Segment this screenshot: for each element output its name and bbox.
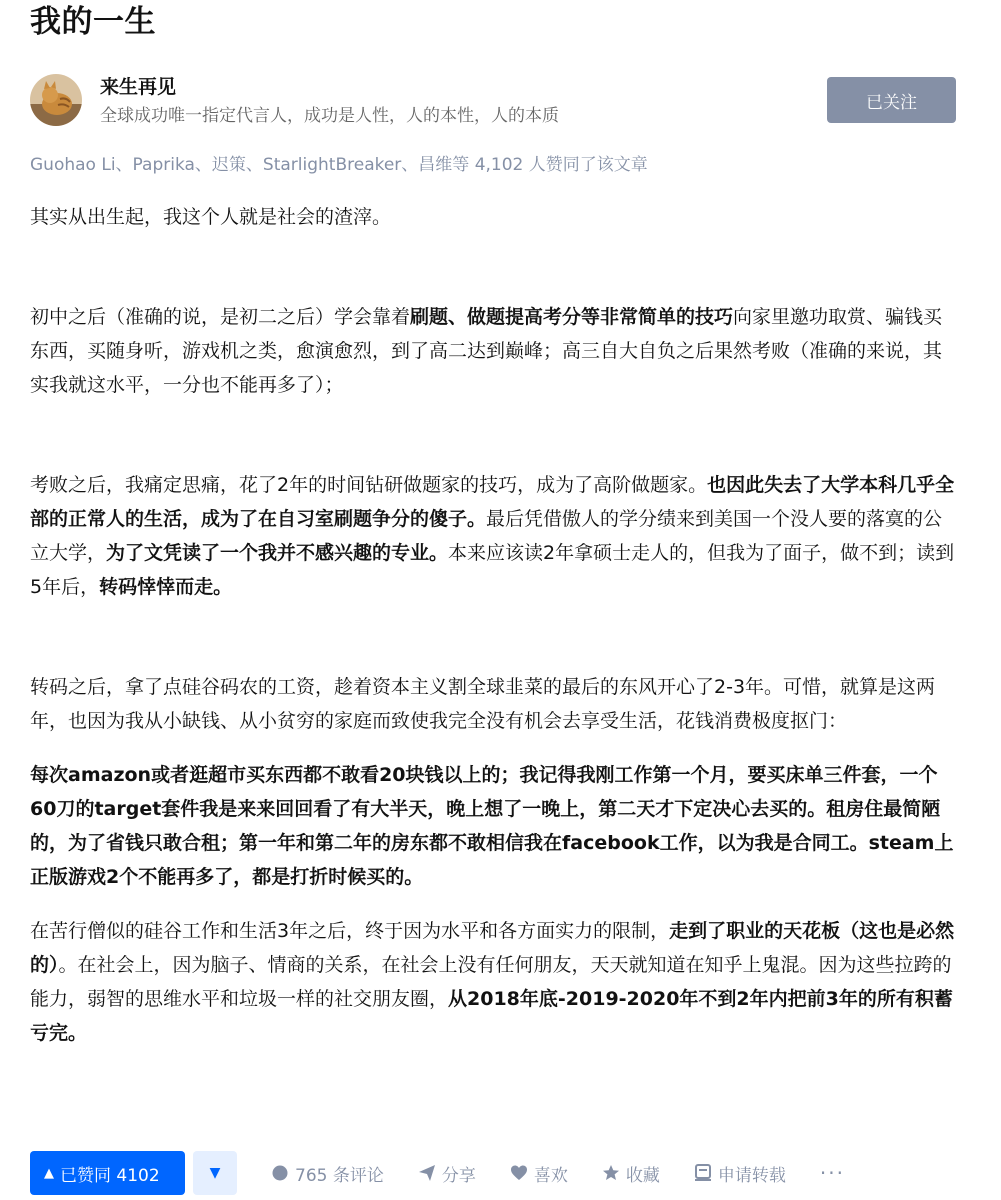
collect-button[interactable] xyxy=(602,1161,660,1186)
vote-up-label: 已赞同 4102 xyxy=(60,1165,160,1186)
vote-down-button[interactable] xyxy=(193,1151,237,1195)
share-label: 分享 xyxy=(441,1165,476,1186)
collect-label: 收藏 xyxy=(625,1165,660,1186)
paragraph-3 xyxy=(30,468,960,604)
bold-text-segment: 为了文凭读了一个我并不感兴趣的专业。 xyxy=(106,542,449,564)
repost-button[interactable] xyxy=(694,1161,786,1186)
article-content xyxy=(30,200,960,1050)
action-bar xyxy=(30,1151,845,1195)
text-segment: 转码之后，拿了点硅谷码农的工资，趁着资本主义割全球韭菜的最后的东风开心了2-3年。可惜，就算是这两年，也因为我从小缺钱、从小贫穷的家庭而致使我完全没有机会去享受生活，花钱消费极度抠门： xyxy=(30,676,936,732)
bold-text-segment: 刷题、做题提高考分等非常简单的技巧 xyxy=(410,306,734,328)
text-segment: 。在社会上，因为脑子、情商的关系，在社会上没有任何朋友，天天就知道在知乎上鬼混。因为这些拉跨的能力，弱智的思维水平和垃圾一样的社交朋友圈， xyxy=(30,954,952,1010)
more-icon[interactable]: ··· xyxy=(819,1161,845,1185)
text-segment: 向家里邀功取赏、骗钱买东西，买随身听，游戏机之类，愈演愈烈，到了高二达到巅峰；高三自大自负之后果然考败（准确的来说，其实我就这水平，一分也不能再多了）； xyxy=(30,306,943,396)
bold-text-segment: 也因此失去了大学本科几乎全部的正常人的生活，成为了在自习室刷题争分的傻子。 xyxy=(30,474,955,530)
paragraph-5 xyxy=(30,758,960,894)
text-segment: 初中之后（准确的说，是初二之后）学会靠着 xyxy=(30,306,411,328)
likers-summary[interactable]: Guohao Li、Paprika、迟策、StarlightBreaker、昌维等 4,102 人赞同了该文章 xyxy=(30,155,648,175)
text-segment: 本来应该读2年拿硕士走人的，但我为了面子，做不到；读到5年后， xyxy=(30,542,955,598)
follow-button[interactable]: 已关注 xyxy=(827,77,956,123)
paragraph-6 xyxy=(30,914,960,1050)
triangle-down-icon: ▼ xyxy=(209,1165,221,1181)
text-segment: 考败之后，我痛定思痛，花了2年的时间钻研做题家的技巧，成为了高阶做题家。 xyxy=(30,474,708,496)
vote-up-button[interactable] xyxy=(30,1151,185,1195)
text-segment: 最后凭借傲人的学分绩来到美国一个没人要的落寞的公立大学， xyxy=(30,508,943,564)
paragraph-2 xyxy=(30,300,960,402)
comments-button[interactable] xyxy=(271,1161,384,1186)
bold-text-segment: 每次amazon或者逛超市买东西都不敢看20块钱以上的；我记得我刚工作第一个月，要买床单三件套，一个60刀的target套件我是来来回回看了有大半天，晚上想了一晚上，第二天才下定决心去买的。租房住最简陋的，为了省钱只敢合租；第一年和第二年的房东都不敢相信我在facebook工作，以为我是合同工。steam上正版游戏2个不能再多了，都是打折时候买的。 xyxy=(30,764,954,888)
text-segment: 其实从出生起，我这个人就是社会的渣滓。 xyxy=(30,206,392,228)
bold-text-segment: 走到了职业的天花板（这也是必然的） xyxy=(30,920,955,976)
bold-text-segment: 转码悻悻而走。 xyxy=(99,576,233,598)
repost-label: 申请转载 xyxy=(717,1165,786,1186)
star-icon xyxy=(602,1164,620,1182)
paragraph-1 xyxy=(30,200,960,234)
comments-label: 765 条评论 xyxy=(295,1165,384,1186)
heart-icon xyxy=(510,1164,528,1182)
comment-icon xyxy=(271,1164,289,1182)
repost-icon xyxy=(694,1164,712,1182)
cat-avatar-image xyxy=(30,74,82,126)
text-segment: 在苦行僧似的硅谷工作和生活3年之后，终于因为水平和各方面实力的限制， xyxy=(30,920,670,942)
like-label: 喜欢 xyxy=(533,1165,568,1186)
triangle-up-icon: ▲ xyxy=(44,1165,54,1181)
author-name[interactable]: 来生再见 xyxy=(100,76,177,98)
article-title: 我的一生 xyxy=(30,4,156,40)
bold-text-segment: 从2018年底-2019-2020年不到2年内把前3年的所有积蓄亏完。 xyxy=(30,988,953,1044)
paragraph-4 xyxy=(30,670,960,738)
like-button[interactable] xyxy=(510,1161,568,1186)
author-avatar[interactable] xyxy=(30,74,82,126)
author-bio: 全球成功唯一指定代言人，成功是人性，人的本性，人的本质 xyxy=(100,106,559,126)
share-icon xyxy=(418,1164,436,1182)
share-button[interactable] xyxy=(418,1161,476,1186)
